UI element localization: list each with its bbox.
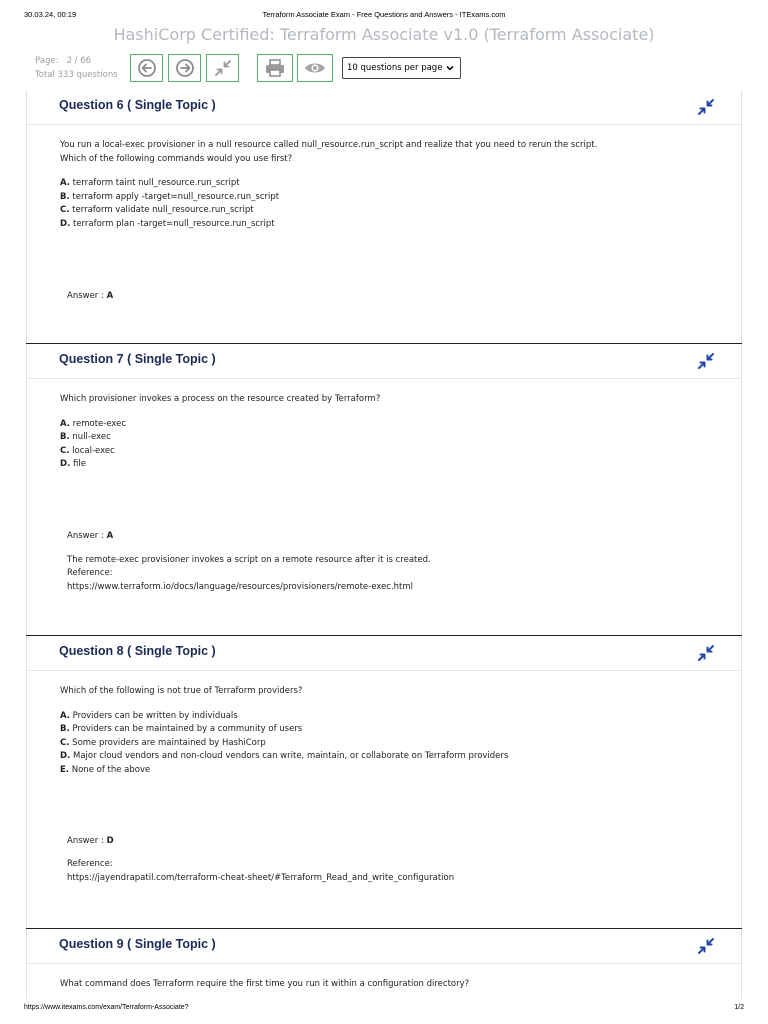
compress-icon [214, 59, 232, 77]
question-text [60, 685, 741, 699]
print-url: https://www.itexams.com/exam/Terraform-Associate? [24, 1004, 189, 1011]
choice-text: terraform plan -target=null_resource.run_script [73, 218, 275, 229]
print-footer [24, 1004, 744, 1011]
page-label: Page: [35, 56, 59, 66]
choice-letter: A. [60, 710, 70, 721]
question-title: Question 9 ( Single Topic ) [59, 937, 216, 951]
choice-text: Major cloud vendors and non-cloud vendors can write, maintain, or collaborate on Terraform providers [73, 751, 509, 762]
choice-letter: C. [60, 205, 70, 216]
choice-list [60, 710, 741, 778]
choice-letter: A. [60, 178, 70, 189]
choice-a[interactable] [60, 418, 741, 432]
choice-letter: B. [60, 432, 70, 443]
answer-label [67, 835, 741, 849]
question-body [27, 379, 741, 594]
choice-letter: C. [60, 737, 70, 748]
choice-c[interactable] [60, 204, 741, 218]
choice-letter: D. [60, 459, 71, 470]
questions-per-page-select[interactable] [342, 57, 461, 79]
print-page-number: 1/2 [734, 1004, 744, 1011]
question-text-line: What command does Terraform require the first time you run it within a configuration directory? [60, 979, 470, 989]
collapse-all-button[interactable] [206, 54, 239, 82]
page-info [35, 54, 118, 82]
choice-b[interactable] [60, 191, 741, 205]
print-page-title: Terraform Associate Exam - Free Questions and Answers - ITExams.com [262, 10, 506, 19]
choice-text: Some providers are maintained by HashiCorp [72, 737, 266, 748]
reference-link[interactable]: https://jayendrapatil.com/terraform-cheat-sheet/#Terraform_Read_and_write_configuration [67, 872, 455, 883]
question-text-line: Which provisioner invokes a process on the resource created by Terraform? [60, 394, 381, 404]
question-card [26, 344, 742, 635]
answer-label-text: Answer : [67, 530, 107, 541]
choice-text: Providers can be maintained by a community of users [72, 724, 303, 735]
explanation-line: The remote-exec provisioner invokes a script on a remote resource after it is created. [67, 554, 431, 565]
page-value: 2 / 66 [66, 56, 92, 66]
choice-d[interactable] [60, 750, 741, 764]
question-card [26, 90, 742, 343]
answer-value: D [106, 835, 114, 846]
choice-a[interactable] [60, 710, 741, 724]
choice-text: local-exec [72, 445, 115, 456]
choice-letter: B. [60, 724, 70, 735]
arrow-left-circle-icon [137, 58, 157, 78]
question-title: Question 7 ( Single Topic ) [59, 352, 216, 366]
choice-letter: A. [60, 418, 70, 429]
answer-block [60, 835, 741, 886]
question-card [26, 636, 742, 928]
per-page-value: 10 questions per page [347, 63, 443, 73]
explanation [67, 554, 741, 595]
page-title: HashiCorp Certified: Terraform Associate v1.0 (Terraform Associate) [113, 25, 655, 44]
answer-block [60, 530, 741, 594]
question-body [27, 125, 741, 303]
prev-page-button[interactable] [130, 54, 163, 82]
choice-letter: B. [60, 191, 70, 202]
choice-c[interactable] [60, 737, 741, 751]
answer-block [60, 290, 741, 304]
explanation-line: Reference: [67, 859, 113, 870]
print-date: 30.03.24, 00:19 [24, 10, 77, 19]
question-title: Question 8 ( Single Topic ) [59, 644, 216, 658]
collapse-icon[interactable] [697, 352, 715, 370]
choice-text: null-exec [72, 432, 111, 443]
eye-icon [303, 60, 327, 76]
choice-list [60, 177, 741, 231]
choice-text: terraform apply -target=null_resource.run_script [72, 191, 280, 202]
printer-icon [264, 58, 286, 78]
question-header [27, 90, 741, 125]
choice-text: Providers can be written by individuals [72, 710, 238, 721]
question-card [26, 929, 742, 999]
reference-link[interactable]: https://www.terraform.io/docs/language/resources/provisioners/remote-exec.html [67, 581, 414, 592]
answer-value: A [106, 290, 114, 301]
choice-a[interactable] [60, 177, 741, 191]
collapse-icon[interactable] [697, 937, 715, 955]
question-text [60, 393, 741, 407]
collapse-icon[interactable] [697, 644, 715, 662]
total-questions: Total 333 questions [35, 70, 118, 80]
answer-label [67, 530, 741, 544]
question-text [60, 139, 741, 166]
choice-letter: C. [60, 445, 70, 456]
answer-label-text: Answer : [67, 835, 107, 846]
choice-c[interactable] [60, 445, 741, 459]
choice-e[interactable] [60, 764, 741, 778]
show-answers-button[interactable] [297, 54, 333, 82]
answer-value: A [106, 530, 114, 541]
choice-b[interactable] [60, 431, 741, 445]
choice-d[interactable] [60, 218, 741, 232]
question-text-line: Which of the following is not true of Terraform providers? [60, 686, 303, 696]
next-page-button[interactable] [168, 54, 201, 82]
answer-label-text: Answer : [67, 290, 107, 301]
question-text [60, 978, 741, 992]
choice-text: remote-exec [72, 418, 127, 429]
choice-letter: E. [60, 764, 70, 775]
choice-b[interactable] [60, 723, 741, 737]
question-header [27, 636, 741, 671]
choice-text: terraform taint null_resource.run_script [72, 178, 240, 189]
choice-letter: D. [60, 218, 71, 229]
choice-text: None of the above [71, 764, 151, 775]
choice-text: file [73, 459, 86, 470]
question-header [27, 929, 741, 964]
print-header [24, 10, 744, 22]
question-body [27, 964, 741, 992]
print-button[interactable] [257, 54, 293, 82]
arrow-right-circle-icon [175, 58, 195, 78]
chevron-down-icon [446, 64, 454, 72]
explanation-line: Reference: [67, 568, 113, 579]
toolbar [35, 54, 495, 84]
choice-text: terraform validate null_resource.run_script [72, 205, 254, 216]
question-header [27, 344, 741, 379]
question-text-line: Which of the following commands would you use first? [60, 153, 293, 164]
question-text-line: You run a local-exec provisioner in a null resource called null_resource.run_script and realize that you need to rerun the script. [60, 140, 598, 150]
choice-list [60, 418, 741, 472]
choice-letter: D. [60, 751, 71, 762]
question-body [27, 671, 741, 885]
answer-label [67, 290, 741, 304]
choice-d[interactable] [60, 458, 741, 472]
explanation [67, 858, 741, 885]
collapse-icon[interactable] [697, 98, 715, 116]
question-title: Question 6 ( Single Topic ) [59, 98, 216, 112]
